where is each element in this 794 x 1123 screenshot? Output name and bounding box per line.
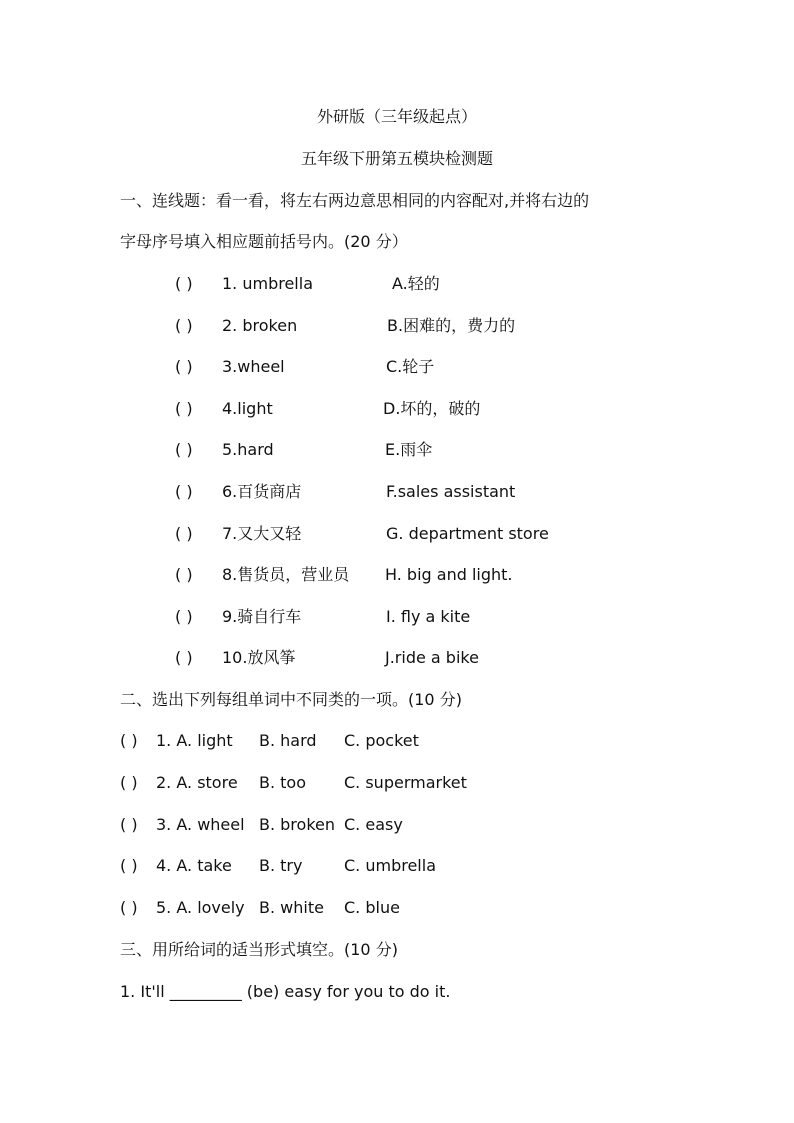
answer-blank[interactable]: ( ) xyxy=(175,399,193,418)
answer-blank[interactable]: ( ) xyxy=(175,648,193,667)
matching-left-item: 8.售货员，营业员 xyxy=(222,565,350,584)
fill-blank-question[interactable]: 1. It'll _________ (be) easy for you to do it. xyxy=(120,982,451,1001)
publisher-label: 外研版（三年级起点） xyxy=(316,107,477,126)
answer-blank[interactable]: ( ) xyxy=(175,357,193,376)
option-c: C. supermarket xyxy=(344,773,467,792)
matching-left-item: 10.放风筝 xyxy=(222,648,296,667)
option-b: B. broken xyxy=(259,815,335,834)
section1-instruction-line1: 一、连线题：看一看，将左右两边意思相同的内容配对,并将右边的 xyxy=(120,191,590,210)
matching-right-item: F.sales assistant xyxy=(386,482,516,501)
matching-right-item: C.轮子 xyxy=(386,357,435,376)
page-title: 五年级下册第五模块检测题 xyxy=(300,149,493,168)
answer-blank[interactable]: ( ) xyxy=(175,607,193,626)
matching-left-item: 7.又大又轻 xyxy=(222,524,302,543)
section3-instruction: 三、用所给词的适当形式填空。(10 分) xyxy=(120,940,398,959)
matching-left-item: 2. broken xyxy=(222,316,298,335)
matching-right-item: A.轻的 xyxy=(392,274,440,293)
answer-blank[interactable]: ( ) xyxy=(120,731,138,750)
answer-blank[interactable]: ( ) xyxy=(175,524,193,543)
answer-blank[interactable]: ( ) xyxy=(175,274,193,293)
answer-blank[interactable]: ( ) xyxy=(120,773,138,792)
matching-left-item: 1. umbrella xyxy=(222,274,313,293)
option-c: C. pocket xyxy=(344,731,419,750)
matching-left-item: 9.骑自行车 xyxy=(222,607,302,626)
matching-right-item: J.ride a bike xyxy=(385,648,479,667)
option-a: 3. A. wheel xyxy=(156,815,245,834)
option-b: B. white xyxy=(259,898,324,917)
answer-blank[interactable]: ( ) xyxy=(175,440,193,459)
option-b: B. hard xyxy=(259,731,317,750)
option-c: C. umbrella xyxy=(344,856,436,875)
matching-right-item: G. department store xyxy=(386,524,549,543)
option-c: C. easy xyxy=(344,815,403,834)
answer-blank[interactable]: ( ) xyxy=(175,482,193,501)
matching-right-item: I. fly a kite xyxy=(386,607,471,626)
option-a: 2. A. store xyxy=(156,773,238,792)
answer-blank[interactable]: ( ) xyxy=(120,898,138,917)
section2-instruction: 二、选出下列每组单词中不同类的一项。(10 分) xyxy=(120,690,462,709)
matching-right-item: H. big and light. xyxy=(385,565,513,584)
answer-blank[interactable]: ( ) xyxy=(120,815,138,834)
matching-right-item: E.雨伞 xyxy=(385,440,433,459)
option-c: C. blue xyxy=(344,898,400,917)
matching-right-item: D.坏的，破的 xyxy=(383,399,481,418)
option-b: B. too xyxy=(259,773,306,792)
option-a: 1. A. light xyxy=(156,731,233,750)
answer-blank[interactable]: ( ) xyxy=(120,856,138,875)
matching-left-item: 3.wheel xyxy=(222,357,285,376)
answer-blank[interactable]: ( ) xyxy=(175,316,193,335)
option-a: 4. A. take xyxy=(156,856,232,875)
option-a: 5. A. lovely xyxy=(156,898,245,917)
section1-instruction-line2: 字母序号填入相应题前括号内。(20 分） xyxy=(120,232,408,251)
matching-right-item: B.困难的，费力的 xyxy=(387,316,516,335)
matching-left-item: 6.百货商店 xyxy=(222,482,302,501)
matching-left-item: 4.light xyxy=(222,399,273,418)
answer-blank[interactable]: ( ) xyxy=(175,565,193,584)
matching-left-item: 5.hard xyxy=(222,440,274,459)
option-b: B. try xyxy=(259,856,303,875)
